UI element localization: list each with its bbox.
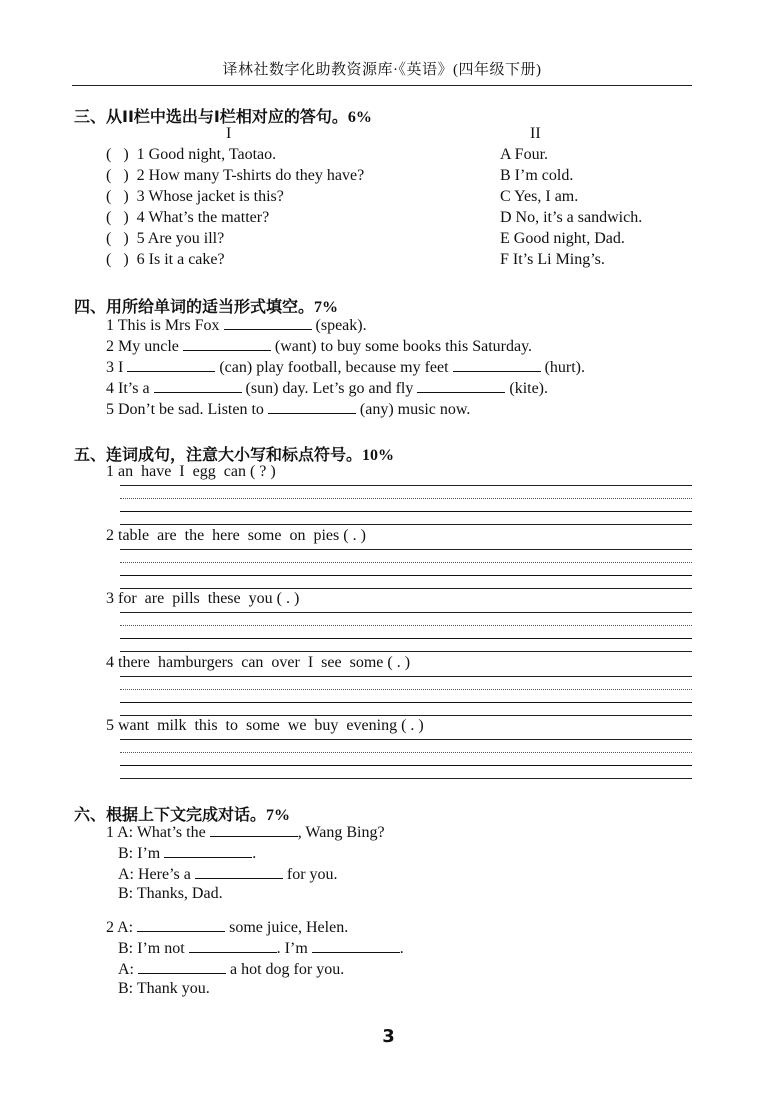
answer-blank[interactable] [224, 315, 312, 330]
dialogue-line: B: I’m not . I’m . [118, 940, 404, 957]
match-question: ( ) 5 Are you ill? [106, 230, 225, 247]
match-answer: E Good night, Dad. [500, 230, 625, 247]
match-answer: B I’m cold. [500, 167, 574, 184]
answer-blank[interactable] [268, 399, 356, 414]
word-order-prompt: 5 want milk this to some we buy evening ( . ) [106, 717, 424, 734]
answer-blank[interactable] [312, 938, 400, 953]
word-order-prompt: 4 there hamburgers can over I see some ( . ) [106, 654, 411, 671]
word-order-prompt: 3 for are pills these you ( . ) [106, 590, 300, 607]
fill-blank-question: 4 It’s a (sun) day. Let’s go and fly (kite). [106, 380, 549, 397]
answer-blank[interactable] [137, 917, 225, 932]
word-order-prompt: 2 table are the here some on pies ( . ) [106, 527, 366, 544]
match-question: ( ) 4 What’s the matter? [106, 209, 270, 226]
page-header: 译林社数字化助教资源库·《英语》(四年级下册) [72, 58, 692, 86]
dialogue-line: A: a hot dog for you. [118, 961, 345, 978]
writing-lines[interactable] [120, 676, 692, 721]
column-i-heading: I [226, 125, 232, 142]
answer-blank[interactable] [164, 843, 252, 858]
column-ii-heading: II [530, 125, 541, 142]
answer-blank[interactable] [127, 357, 215, 372]
word-order-prompt: 1 an have I egg can ( ? ) [106, 463, 276, 480]
answer-blank[interactable] [417, 378, 505, 393]
fill-blank-question: 2 My uncle (want) to buy some books this Saturday. [106, 338, 533, 355]
dialogue-line: B: Thanks, Dad. [118, 885, 223, 902]
answer-blank[interactable] [210, 822, 298, 837]
dialogue-line: B: I’m . [118, 845, 257, 862]
answer-blank[interactable] [183, 336, 271, 351]
match-answer: A Four. [500, 146, 549, 163]
section-6-title: 六、根据上下文完成对话。7% [74, 805, 291, 824]
match-answer: D No, it’s a sandwich. [500, 209, 643, 226]
answer-blank[interactable] [154, 378, 242, 393]
dialogue-line: 1 A: What’s the , Wang Bing? [106, 824, 385, 841]
dialogue-line: 2 A: some juice, Helen. [106, 919, 349, 936]
section-3-title: 三、从II栏中选出与I栏相对应的答句。6% [74, 107, 372, 126]
writing-lines[interactable] [120, 612, 692, 657]
section-4-title: 四、用所给单词的适当形式填空。7% [74, 297, 339, 316]
writing-lines[interactable] [120, 485, 692, 530]
match-answer: F It’s Li Ming’s. [500, 251, 605, 268]
match-answer: C Yes, I am. [500, 188, 579, 205]
answer-blank[interactable] [195, 864, 283, 879]
page-number: 3 [382, 1026, 395, 1047]
fill-blank-question: 1 This is Mrs Fox (speak). [106, 317, 367, 334]
match-question: ( ) 2 How many T-shirts do they have? [106, 167, 365, 184]
match-question: ( ) 3 Whose jacket is this? [106, 188, 284, 205]
fill-blank-question: 3 I (can) play football, because my feet (hurt). [106, 359, 585, 376]
match-question: ( ) 6 Is it a cake? [106, 251, 225, 268]
dialogue-line: A: Here’s a for you. [118, 866, 338, 883]
section-5-title: 五、连词成句，注意大小写和标点符号。10% [74, 445, 395, 464]
answer-blank[interactable] [138, 959, 226, 974]
match-question: ( ) 1 Good night, Taotao. [106, 146, 277, 163]
dialogue-line: B: Thank you. [118, 980, 210, 997]
answer-blank[interactable] [189, 938, 277, 953]
writing-lines[interactable] [120, 739, 692, 784]
answer-blank[interactable] [453, 357, 541, 372]
fill-blank-question: 5 Don’t be sad. Listen to (any) music now. [106, 401, 471, 418]
writing-lines[interactable] [120, 549, 692, 594]
